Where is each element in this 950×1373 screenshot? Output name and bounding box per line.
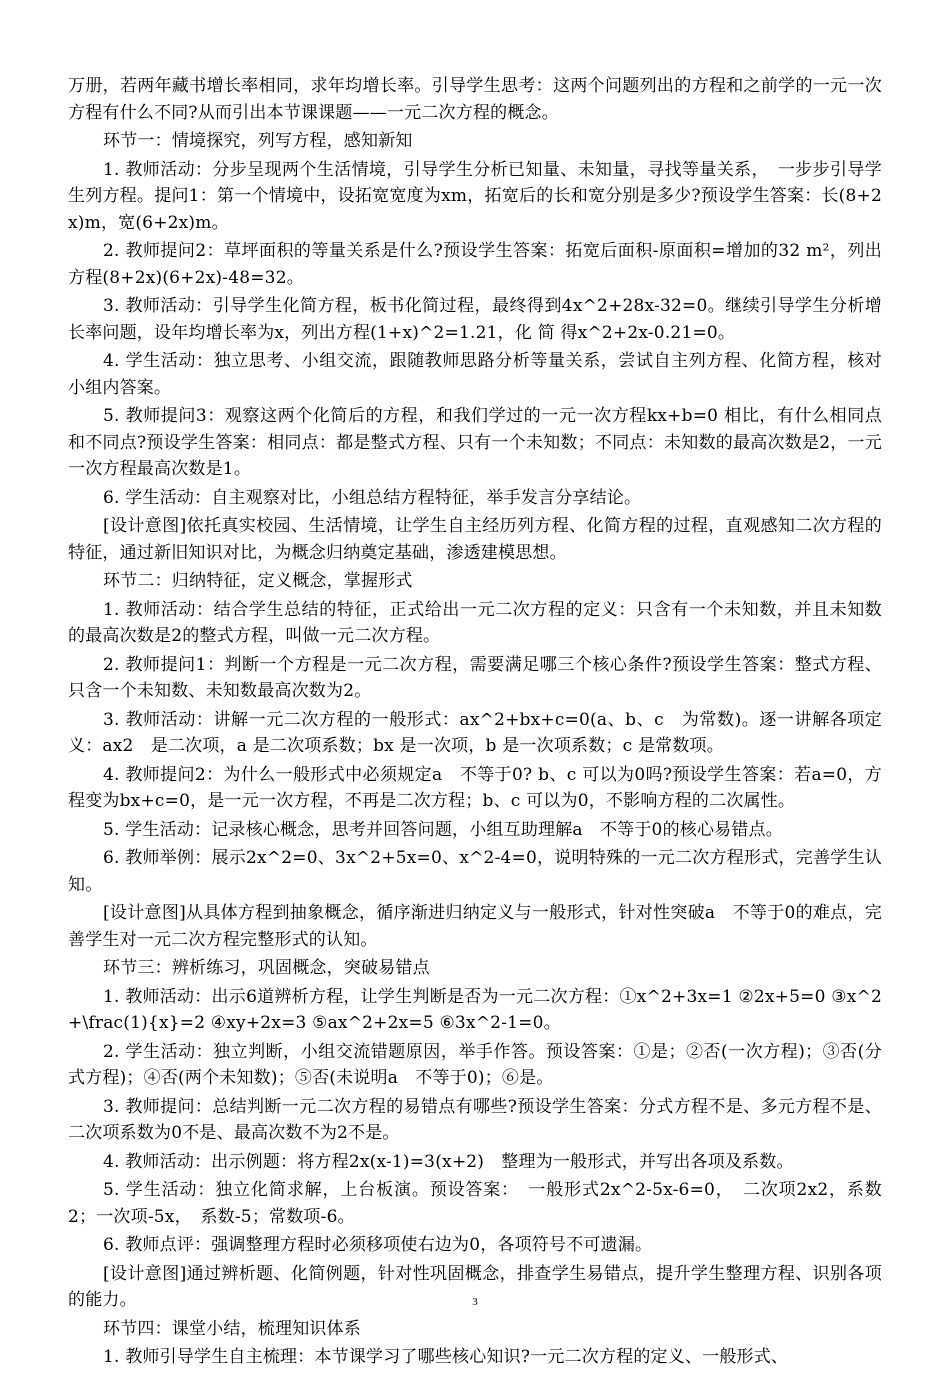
paragraph: 2. 教师提问2：草坪面积的等量关系是什么?预设学生答案：拓宽后面积-原面积=增加的32 m²，列出方程(8+2x)(6+2x)-48=32。	[68, 241, 882, 288]
page-number: 3	[472, 1296, 478, 1308]
paragraph: 4. 学生活动：独立思考、小组交流，跟随教师思路分析等量关系，尝试自主列方程、化简方程，核对小组内答案。	[68, 351, 882, 398]
paragraph: 4. 教师提问2：为什么一般形式中必须规定a 不等于0? b、c 可以为0吗?预设学生答案：若a=0，方程变为bx+c=0，是一元一次方程，不再是二次方程；b、c 可以为0，不影响方程的二次属性。	[68, 764, 882, 811]
paragraph: 5. 学生活动：记录核心概念，思考并回答问题，小组互助理解a 不等于0的核心易错点。	[103, 819, 783, 840]
paragraph: 3. 教师提问：总结判断一元二次方程的易错点有哪些?预设学生答案：分式方程不是、多元方程不是、二次项系数为0不是、最高次数不为2不是。	[68, 1096, 882, 1143]
paragraph: 6. 教师举例：展示2x^2=0、3x^2+5x=0、x^2-4=0，说明特殊的一元二次方程形式，完善学生认知。	[68, 848, 882, 895]
paragraph: 5. 学生活动：独立化简求解，上台板演。预设答案： 一般形式2x^2-5x-6=0， 二次项2x2，系数2；一次项-5x， 系数-5；常数项-6。	[68, 1180, 882, 1227]
paragraph: 2. 学生活动：独立判断，小组交流错题原因，举手作答。预设答案：①是；②否(一次方程)；③否(分式方程)；④否(两个未知数)；⑤否(未说明a 不等于0)；⑥是。	[68, 1041, 882, 1088]
paragraph: 1. 教师活动：结合学生总结的特征，正式给出一元二次方程的定义：只含有一个未知数，并且未知数的最高次数是2的整式方程，叫做一元二次方程。	[68, 599, 882, 646]
section-heading: 环节二：归纳特征，定义概念，掌握形式	[103, 571, 413, 591]
page-content	[68, 73, 882, 1373]
paragraph: 1. 教师活动：分步呈现两个生活情境，引导学生分析已知量、未知量，寻找等量关系， 一步步引导学生列方程。提问1：第一个情境中，设拓宽宽度为xm，拓宽后的长和宽分别是多少?预设学生答案：长(8+2x)m，宽(6+2x)m。	[68, 159, 882, 233]
section-heading: 环节四：课堂小结，梳理知识体系	[103, 1318, 361, 1339]
paragraph: 5. 教师提问3：观察这两个化简后的方程，和我们学过的一元一次方程kx+b=0 相比，有什么相同点和不同点?预设学生答案：相同点：都是整式方程、只有一个未知数；不同点：未知数的最高次数是2，一元一次方程最高次数是1。	[68, 406, 882, 479]
paragraph: 1. 教师活动：出示6道辨析方程，让学生判断是否为一元二次方程：①x^2+3x=1 ②2x+5=0 ③x^2+\frac(1){x}=2 ④xy+2x=3 ⑤ax^2+2x=5 ⑥3x^2-1=0。	[68, 986, 882, 1033]
paragraph: 3. 教师活动：讲解一元二次方程的一般形式：ax^2+bx+c=0(a、b、c 为常数)。逐一讲解各项定义：ax2 是二次项，a 是二次项系数；bx 是一次项，b 是一次项系数；c 是常数项。	[68, 709, 882, 756]
section-heading: 环节三：辨析练习，巩固概念，突破易错点	[103, 958, 430, 978]
design-intent-paragraph: [设计意图]通过辨析题、化简例题，针对性巩固概念，排查学生易错点，提升学生整理方程、识别各项的能力。	[68, 1263, 882, 1310]
paragraph: 6. 教师点评：强调整理方程时必须移项使右边为0，各项符号不可遗漏。	[103, 1235, 653, 1255]
paragraph: 万册，若两年藏书增长率相同，求年均增长率。引导学生思考：这两个问题列出的方程和之前学的一元一次方程有什么不同?从而引出本节课课题——一元二次方程的概念。	[68, 76, 882, 123]
paragraph: 6. 学生活动：自主观察对比，小组总结方程特征，举手发言分享结论。	[103, 487, 642, 508]
design-intent-paragraph: [设计意图]依托真实校园、生活情境，让学生自主经历列方程、化简方程的过程，直观感知二次方程的特征，通过新旧知识对比，为概念归纳奠定基础，渗透建模思想。	[68, 516, 882, 563]
section-heading: 环节一：情境探究，列写方程，感知新知	[103, 131, 413, 151]
paragraph: 1. 教师引导学生自主梳理：本节课学习了哪些核心知识?一元二次方程的定义、一般形式、	[103, 1347, 789, 1367]
paragraph: 4. 教师活动：出示例题：将方程2x(x-1)=3(x+2) 整理为一般形式，并写出各项及系数。	[103, 1151, 794, 1172]
design-intent-paragraph: [设计意图]从具体方程到抽象概念，循序渐进归纳定义与一般形式，针对性突破a 不等于0的难点，完善学生对一元二次方程完整形式的认知。	[68, 903, 882, 950]
paragraph: 2. 教师提问1：判断一个方程是一元二次方程，需要满足哪三个核心条件?预设学生答案：整式方程、只含一个未知数、未知数最高次数为2。	[68, 654, 882, 701]
paragraph: 3. 教师活动：引导学生化简方程，板书化简过程，最终得到4x^2+28x-32=0。继续引导学生分析增长率问题，设年均增长率为x，列出方程(1+x)^2=1.21，化 简 得x^2+2x-0.21=0。	[68, 296, 882, 343]
